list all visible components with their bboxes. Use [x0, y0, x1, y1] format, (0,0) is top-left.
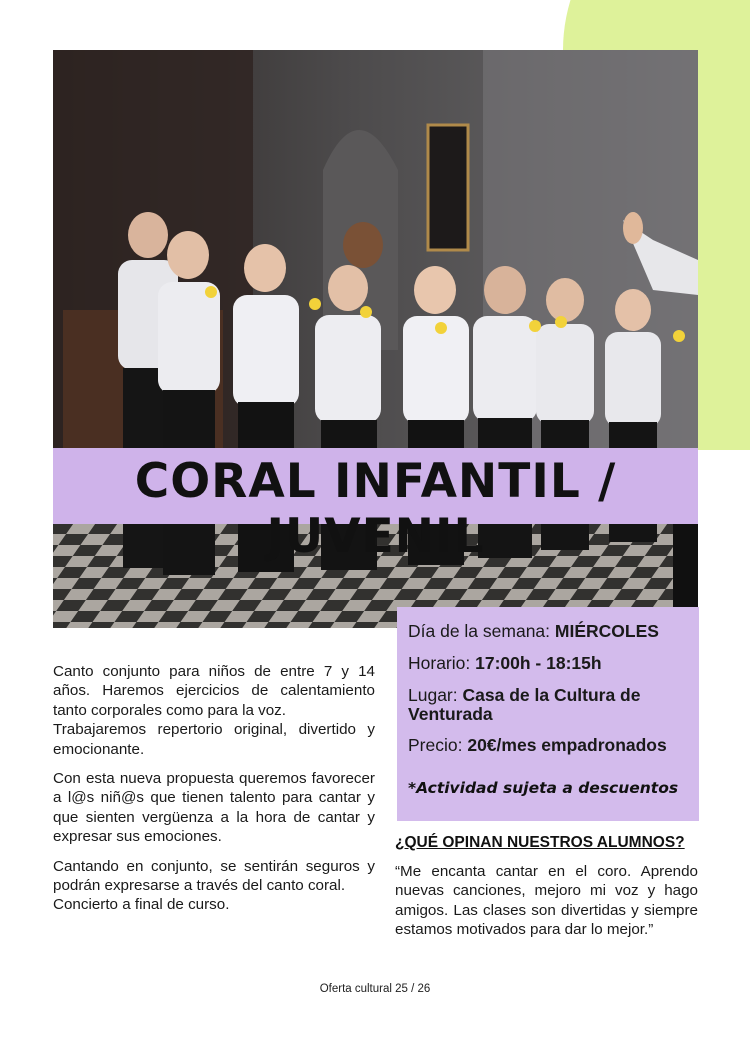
- info-place-value-2: Venturada: [408, 704, 493, 724]
- page-title: CORAL INFANTIL / JUVENIL: [134, 454, 617, 564]
- description-p3b: Concierto a final de curso.: [53, 896, 230, 914]
- info-price-label: Precio:: [408, 735, 463, 755]
- info-time-value: 17:00h - 18:15h: [475, 653, 602, 673]
- page-footer: Oferta cultural 25 / 26: [319, 983, 431, 995]
- info-day-value: MIÉRCOLES: [554, 621, 659, 641]
- discount-note: *Actividad sujeta a descuentos: [408, 779, 679, 797]
- info-place-label: Lugar:: [408, 685, 458, 705]
- info-place: [408, 686, 640, 724]
- info-price: [408, 736, 667, 755]
- opinions-heading: ¿QUÉ OPINAN NUESTROS ALUMNOS?: [395, 834, 685, 851]
- description-p2: Con esta nueva propuesta queremos favorecer a l@s niñ@s que tienen talento para cantar y que sienten vergüenza a la hora de cantar y expresar sus emociones.: [53, 770, 375, 846]
- decorative-strip: [698, 100, 750, 450]
- info-place-value-1: Casa de la Cultura de: [462, 685, 641, 705]
- opinion-quote: “Me encanta cantar en el coro. Aprendo nuevas canciones, mejoro mi voz y hago amigos. Las clases son divertidas y siempre estamos motivados para dar lo mejor.”: [395, 863, 698, 939]
- description-p3: Cantando en conjunto, se sentirán seguros y podrán expresarse a través del canto coral.: [53, 857, 375, 895]
- info-time: [408, 654, 602, 673]
- description: [53, 662, 375, 925]
- description-p1: Canto conjunto para niños de entre 7 y 14 años. Haremos ejercicios de calentamiento tanto corporales como para la voz.: [53, 663, 375, 719]
- info-time-label: Horario:: [408, 653, 471, 673]
- info-price-value: 20€/mes empadronados: [467, 735, 667, 755]
- title-band: [53, 448, 698, 564]
- info-day-label: Día de la semana:: [408, 621, 551, 641]
- info-box: [397, 607, 699, 821]
- description-p1b: Trabajaremos repertorio original, divertido y emocionante.: [53, 721, 375, 758]
- info-day: [408, 622, 659, 641]
